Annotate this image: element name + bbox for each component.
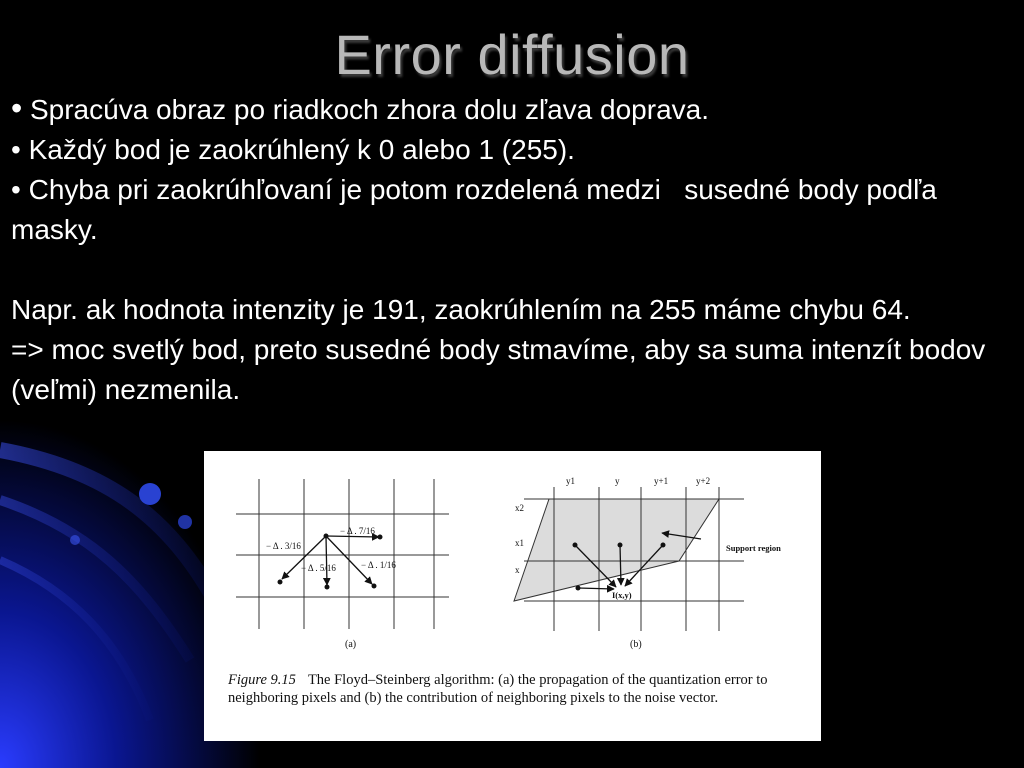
slide-title: Error diffusion <box>334 23 690 86</box>
figure-caption <box>228 671 808 707</box>
caption-text: The Floyd–Steinberg algorithm: (a) the propagation of the quantization error to neighboring pixels and (b) the contribution of neighboring pixels to the noise vector. <box>228 672 768 706</box>
pixel-label: I(x,y) <box>612 590 632 600</box>
bullet-1 <box>11 88 1011 130</box>
floyd-steinberg-figure <box>204 451 821 741</box>
caption-label: Figure 9.15 <box>228 672 296 688</box>
support-region-shape <box>514 499 719 601</box>
bullet-2 <box>11 130 1011 170</box>
bullet-marker: • <box>11 174 21 205</box>
col-label-y1: y1 <box>566 476 575 486</box>
label-7-16: − Δ . 7/16 <box>340 526 375 536</box>
conclusion-paragraph: => moc svetlý bod, preto susedné body stmavíme, aby sa suma intenzít bodov (veľmi) nezmenila. <box>11 334 986 405</box>
col-label-y-plus-1: y+1 <box>654 476 669 486</box>
label-5-16: − Δ . 5/16 <box>301 563 336 573</box>
panel-a-letter: (a) <box>345 639 357 650</box>
bullet-text: Chyba pri zaokrúhľovaní je potom rozdelená medzi susedné body podľa masky. <box>11 174 945 245</box>
bullet-marker: • <box>11 134 21 165</box>
support-region-label: Support region <box>726 543 781 553</box>
panel-b-letter: (b) <box>630 639 642 650</box>
row-label-x1: x1 <box>515 538 524 548</box>
col-label-y: y <box>615 476 620 486</box>
example-paragraph: Napr. ak hodnota intenzity je 191, zaokrúhlením na 255 máme chybu 64. <box>11 294 911 325</box>
label-3-16: − Δ . 3/16 <box>266 541 301 551</box>
row-label-x: x <box>515 565 520 575</box>
col-label-y-plus-2: y+2 <box>696 476 711 486</box>
bullet-text: Spracúva obraz po riadkoch zhora dolu zľava doprava. <box>29 94 709 125</box>
label-1-16: − Δ . 1/16 <box>361 560 396 570</box>
slide-body <box>11 88 1011 410</box>
bullet-3 <box>11 170 1011 250</box>
row-label-x2: x2 <box>515 503 524 513</box>
bullet-marker: • <box>11 90 23 126</box>
bullet-text: Každý bod je zaokrúhlený k 0 alebo 1 (255). <box>28 134 575 165</box>
